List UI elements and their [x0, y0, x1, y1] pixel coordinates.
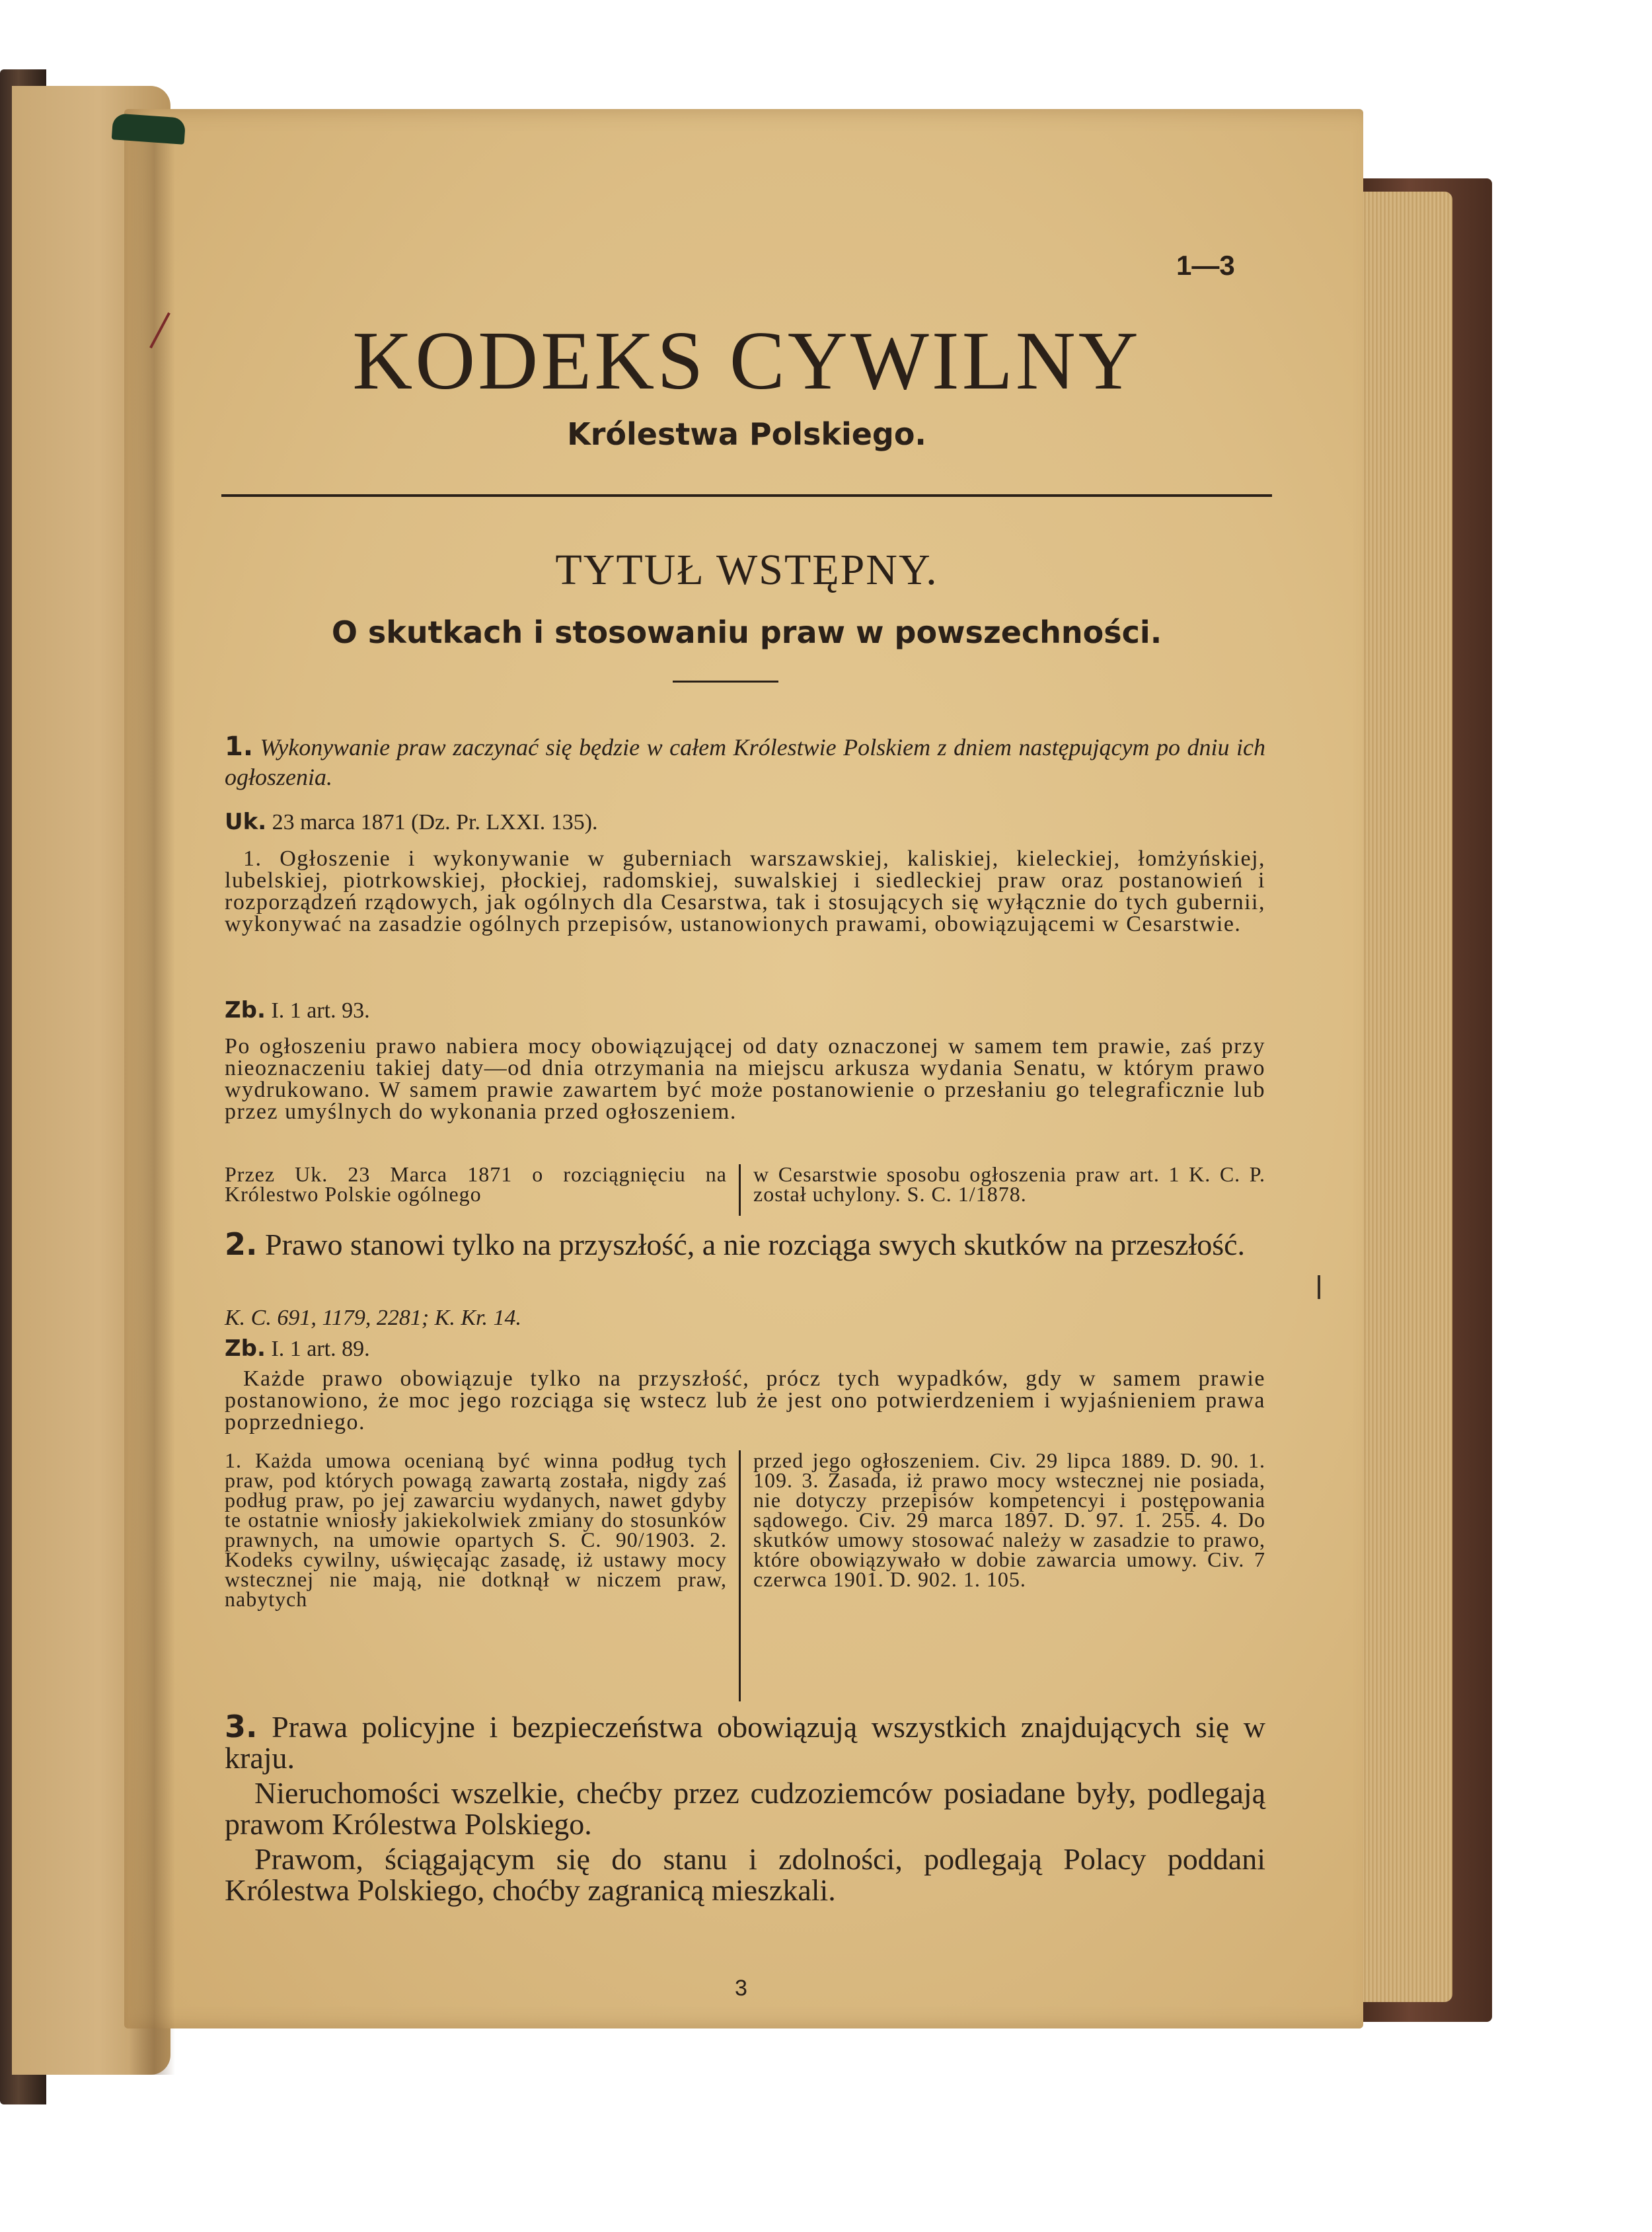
column-divider [739, 1450, 741, 1701]
article-2-zb [225, 1335, 1265, 1362]
article-2-column-right: przed jego ogłoszeniem. Civ. 29 lipca 1889. D. 90. 1. 109. 3. Zasada, iż prawo mocy wstecznej nie posiada, nie dotyczy przepisów kompetencyi i postępowania sądowego. Civ. 29 marca 1897. D. 97. 1. 255. 4. Do skutków umowy stosować należy w zasadzie to prawo, które obowiązywało w dobie zawarcia umowy. Civ. 7 czerwca 1901. D. 902. 1. 105. [753, 1448, 1265, 1591]
zb-text: I. 1 art. 93. [271, 998, 370, 1023]
section-title: TYTUŁ WSTĘPNY. [555, 546, 938, 594]
zb-label: Zb. [225, 997, 266, 1023]
article-1-column-right: w Cesarstwie sposobu ogłoszenia praw art. 1 K. C. P. został uchylony. S. C. 1/1878. [753, 1162, 1265, 1206]
article-1-note-2: Po ogłoszeniu prawo nabiera mocy obowiązującej od daty oznaczonej w samem tem prawie, zaś przy nieoznaczeniu takiej daty—od dnia otrzymania na miejscu arkusza wydania Senatu, w którym prawo wydrukowano. W samem prawie zawartem być może postanowienie o przesłaniu go telegraficznie lub przez umyślnych do wykonania przed ogłoszeniem. [225, 1034, 1265, 1124]
article-3-para-1 [225, 1711, 1265, 1773]
article-1-column-left: Przez Uk. 23 Marca 1871 o rozciągnięciu na Królestwo Polskie ogólnego [225, 1162, 727, 1206]
section-subtitle: O skutkach i stosowaniu praw w powszechności. [331, 614, 1162, 650]
uk-label: Uk. [225, 809, 267, 835]
page-number: 3 [735, 1976, 747, 2001]
page-reference: 1—3 [1176, 250, 1235, 281]
article-2-kc: K. C. 691, 1179, 2281; K. Kr. 14. [225, 1306, 521, 1330]
article-3-para-3: Prawom, ściągającym się do stanu i zdolności, podlegają Polacy poddani Królestwa Polskiego, choćby zagranicą mieszkali. [225, 1842, 1265, 1907]
article-1-zb [225, 997, 1265, 1023]
uk-text: 23 marca 1871 (Dz. Pr. LXXI. 135). [272, 810, 598, 835]
column-divider [739, 1164, 741, 1216]
document-title: KODEKS CYWILNY [352, 315, 1141, 407]
margin-mark [1318, 1275, 1320, 1299]
section-rule [673, 681, 778, 683]
article-1-uk [225, 811, 1265, 833]
article-2-number: 2. [225, 1226, 258, 1262]
article-2 [225, 1226, 1265, 1262]
article-1 [225, 732, 1265, 792]
article-3-para-2: Nieruchomości wszelkie, chećby przez cudzoziemców posiadane były, podlegają prawom Królestwa Polskiego. [225, 1776, 1265, 1841]
title-rule [221, 494, 1272, 497]
article-3-text: Prawa policyjne i bezpieczeństwa obowiązują wszystkich znajdujących się w kraju. [225, 1710, 1265, 1775]
article-3-number: 3. [225, 1709, 258, 1744]
article-2-text: Prawo stanowi tylko na przyszłość, a nie rozciąga swych skutków na przeszłość. [264, 1228, 1246, 1261]
page-gutter-shadow [129, 119, 175, 2075]
article-2-note: Każde prawo obowiązuje tylko na przyszłość, prócz tych wypadków, gdy w samem prawie postanowiono, że moc jego rozciąga się wstecz lub że jest ono potwierdzeniem i wyjaśnieniem prawa poprzedniego. [225, 1366, 1265, 1434]
zb-text: I. 1 art. 89. [271, 1337, 370, 1361]
article-1-note-1: 1. Ogłoszenie i wykonywanie w guberniach warszawskiej, kaliskiej, kieleckiej, łomżyńskiej, lubelskiej, piotrkowskiej, płockiej, radomskiej, suwalskiej i siedleckiej praw oraz postanowień i rozporządzeń rządowych, jak ogólnych dla Cesarstwa, tak i stosujących się wyłącznie do tych gubernii, wykonywać na zasadzie ogólnych przepisów, ustanowionych prawami, obowiązującemi w Cesarstwie. [225, 846, 1265, 936]
article-1-text: Wykonywanie praw zaczynać się będzie w całem Królestwie Polskiem z dniem następującym po dniu ich ogłoszenia. [225, 734, 1266, 790]
zb-label: Zb. [225, 1335, 266, 1362]
article-1-number: 1. [225, 731, 254, 762]
document-subtitle: Królestwa Polskiego. [567, 416, 926, 452]
article-2-column-left: 1. Każda umowa ocenianą być winna podług tych praw, pod których powagą zawartą została, nigdy zaś podług praw, po jej zawarciu wydanych, nawet gdyby te ostatnie wniosły jakiekolwiek zmiany do stosunków prawnych, na umowie opartych S. C. 90/1903. 2. Kodeks cywilny, uświęcając zasadę, iż ustawy mocy wstecznej nie mają, nie dotknął w niczem praw, nabytych [225, 1448, 727, 1611]
bookmark-ribbon [112, 113, 186, 145]
